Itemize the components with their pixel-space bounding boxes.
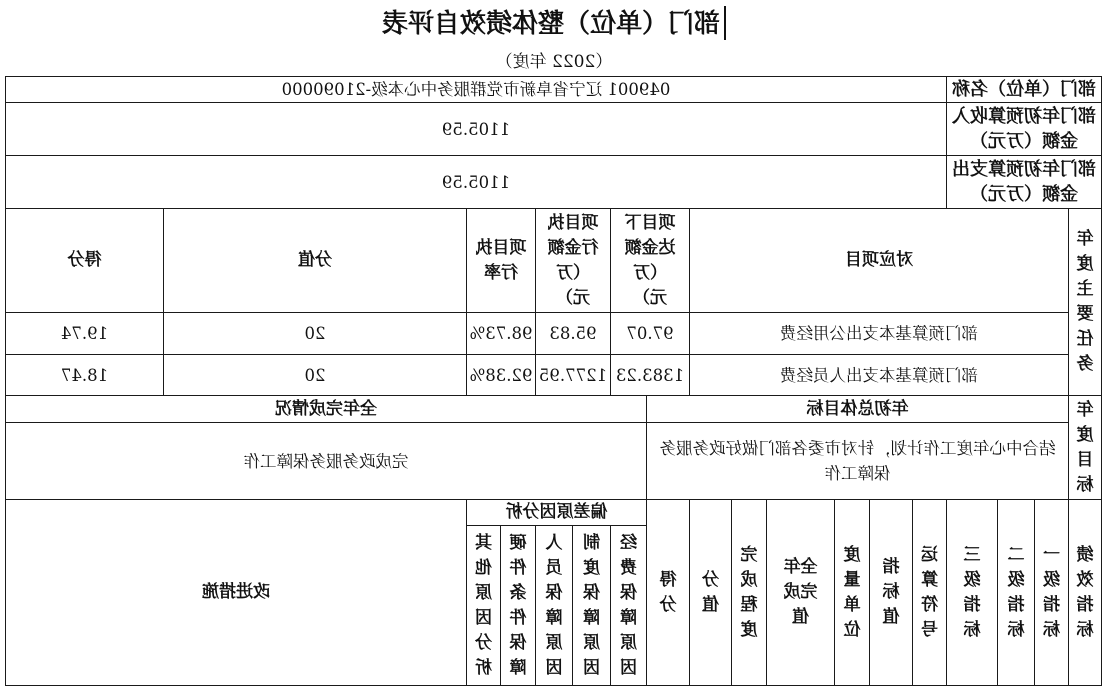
deviation-hardware-reason (500, 526, 535, 686)
task-row-2-executed: 1277.95 (535, 355, 610, 396)
task-row-2-rate: 92.38% (466, 355, 535, 396)
improvement-measures-header: 改进措施 (5, 500, 466, 686)
metrics-header-score-text: 得分 (659, 569, 677, 615)
deviation-staff-reason-text: 人员保障原因 (545, 532, 563, 678)
deviation-funding-reason (610, 526, 646, 686)
metrics-header-score (646, 500, 689, 686)
metrics-header-level2-text: 二级指标 (1007, 544, 1025, 640)
form-year: （2022 年度） (495, 52, 613, 72)
budget-expense-value: 1105.59 (5, 156, 946, 209)
task-row-1-project: 部门预算基本支出公用经费 (689, 313, 1068, 355)
goals-section-label (1068, 396, 1102, 500)
metrics-header-completion-degree (731, 500, 766, 686)
text-cursor (724, 6, 726, 40)
deviation-funding-reason-text: 经费保障原因 (620, 532, 637, 678)
goals-initial-text: 结合中心年度工作计划，针对市委各部门做好政务服务保障工作 (646, 423, 1068, 500)
metrics-header-unit-text: 度量单位 (843, 544, 861, 640)
metrics-header-actual-value (766, 500, 834, 686)
goals-section-label-text: 年度目标 (1076, 399, 1094, 495)
task-row-1-score: 19.74 (5, 313, 163, 355)
tasks-header-allocated-amount (610, 209, 689, 313)
deviation-other-reason-text: 其他原因分析 (475, 532, 492, 678)
deviation-hardware-reason-text: 硬件条件保障 (509, 532, 527, 678)
deviation-analysis-header: 偏差原因分析 (466, 500, 646, 526)
form-title (0, 4, 1108, 44)
deviation-system-reason (572, 526, 610, 686)
goals-header-initial: 年初总体目标 (646, 396, 1068, 423)
tasks-header-allocated-amount-text: 项目下达金额（万元） (624, 212, 676, 308)
goals-completion-text: 完成政务服务保障工作 (5, 423, 646, 500)
metrics-header-weight (689, 500, 731, 686)
task-row-2-project: 部门预算基本支出人员经费 (689, 355, 1068, 396)
metrics-header-target-value (869, 500, 912, 686)
department-name-label: 部门（单位）名称 (946, 76, 1102, 103)
budget-income-label: 部门年初预算收入金额（万元） (946, 103, 1102, 156)
budget-income-value: 1105.59 (5, 103, 946, 156)
tasks-header-project: 对应项目 (689, 209, 1068, 313)
metrics-section-label (1068, 500, 1102, 686)
tasks-header-executed-amount-text: 项目执行金额（万元） (547, 212, 599, 308)
evaluation-table (5, 76, 1102, 686)
form-title-text: 部门（单位）整体绩效自评表 (382, 9, 721, 39)
metrics-header-operator-text: 运算符号 (921, 544, 938, 640)
task-row-2-score: 18.47 (5, 355, 163, 396)
task-row-2-allocated: 1383.23 (610, 355, 689, 396)
task-row-1-rate: 98.73% (466, 313, 535, 355)
deviation-other-reason (466, 526, 500, 686)
task-row-1-allocated: 97.07 (610, 313, 689, 355)
task-row-1-weight: 20 (163, 313, 466, 355)
metrics-header-level1 (1034, 500, 1068, 686)
tasks-section-label (1068, 209, 1102, 396)
metrics-header-level3 (946, 500, 997, 686)
task-row-2-weight: 20 (163, 355, 466, 396)
metrics-header-level3-text: 三级指标 (963, 544, 981, 640)
tasks-header-weight: 分值 (163, 209, 466, 313)
budget-expense-label: 部门年初预算支出金额（万元） (946, 156, 1102, 209)
deviation-system-reason-text: 制度保障原因 (583, 532, 600, 678)
tasks-header-executed-amount (535, 209, 610, 313)
metrics-header-operator (912, 500, 946, 686)
metrics-header-unit (834, 500, 869, 686)
tasks-section-label-text: 年度主要任务 (1076, 229, 1094, 374)
metrics-header-actual-value-text: 全年完成值 (783, 557, 818, 627)
metrics-header-weight-text: 分值 (702, 569, 719, 615)
tasks-header-execution-rate (466, 209, 535, 313)
metrics-header-target-value-text: 指标值 (882, 557, 900, 627)
metrics-header-level1-text: 一级指标 (1043, 544, 1060, 640)
metrics-header-level2 (997, 500, 1034, 686)
task-row-1-executed: 95.83 (535, 313, 610, 355)
goals-header-completion: 全年完成情况 (5, 396, 646, 423)
deviation-staff-reason (535, 526, 572, 686)
metrics-header-completion-degree-text: 完成程度 (740, 544, 758, 640)
tasks-header-score: 得分 (5, 209, 163, 313)
tasks-header-execution-rate-text: 项目执行率 (475, 237, 527, 283)
department-name-value: 049001 辽宁省阜新市党群服务中心本级-21090000 (5, 76, 946, 103)
metrics-section-label-text: 绩效指标 (1076, 544, 1094, 640)
